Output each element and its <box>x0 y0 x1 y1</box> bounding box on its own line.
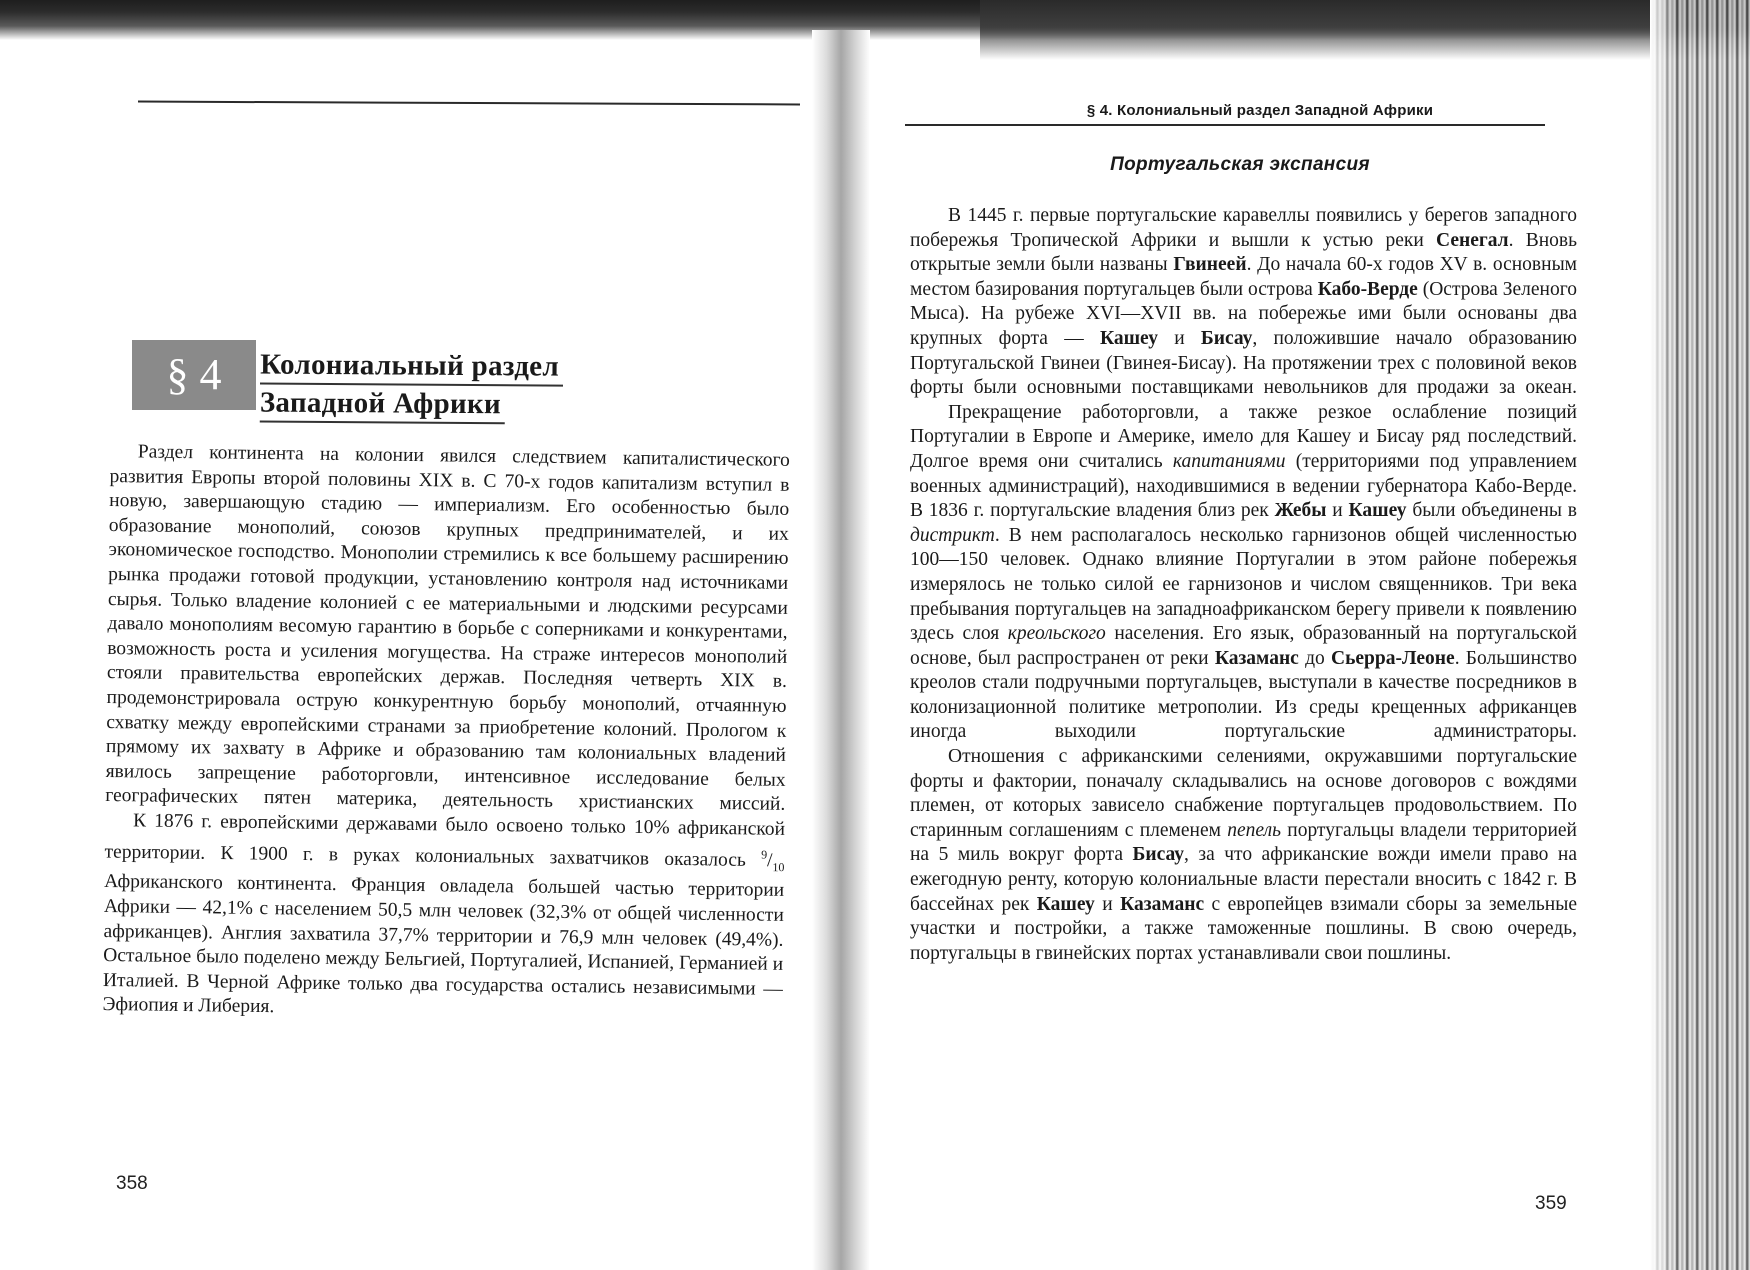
text-run: . В нем располагалось несколько гарнизонов общей численностью 100—150 человек. Однако влияние Португалии в этом районе побережья измерялось не только силой ее гарнизонов и числом священников. Три века пребывания португальцев на западноафриканском берегу привели к появлению здесь слоя <box>910 524 1577 645</box>
text-run: и <box>1326 500 1349 522</box>
text-run: с европейцев взимали сборы за земельные участки и постройки, а также таможенные пошлины. В свою очередь, португальцы в гвинейских портах устанавливали свои пошлины. <box>910 893 1578 964</box>
section-badge: § 4 <box>132 340 256 410</box>
bold-term: Сьерра-Леоне <box>1331 647 1455 669</box>
text-run: . До начала 60-х годов XV в. основным местом базирования португальцев были острова <box>910 254 1578 300</box>
right-page <box>905 0 1650 1270</box>
text-run: были объединены в <box>1406 500 1578 522</box>
text-run: (территориями под управлением военных администраций), находившимися в ведении губернатора Кабо-Верде. В 1836 г. португальские владения близ рек <box>910 450 1577 522</box>
left-page <box>102 0 810 1270</box>
bold-term: Жебы <box>1274 500 1327 522</box>
bold-term: Сенегал <box>1436 229 1509 251</box>
section-title <box>260 347 681 426</box>
italic-term: дистрикт <box>910 524 995 546</box>
paragraph <box>910 401 1577 745</box>
text-run: до <box>1298 647 1331 669</box>
text-run: В 1445 г. первые португальские каравеллы появились у берегов западного побережья Тропической Африки и вышли к устью реки <box>910 205 1577 251</box>
text-run: , положившие начало образованию Португальской Гвинеи (Гвинея-Бисау). На протяжении трех с половиной веков форты были основными поставщиками невольников для продажи за океан. <box>910 327 1577 399</box>
left-body-text <box>102 440 790 1027</box>
section-title-line2: Западной Африки <box>260 385 505 425</box>
paragraph <box>910 204 1577 401</box>
running-header: § 4. Колониальный раздел Западной Африки <box>1086 102 1434 119</box>
section-title-line1: Колониальный раздел <box>260 347 563 387</box>
bold-term: Кашеу <box>1348 500 1407 522</box>
page-number: 359 <box>1535 1193 1567 1214</box>
top-rule <box>138 101 800 106</box>
paragraph <box>910 745 1577 966</box>
bold-term: Бисау <box>1200 327 1253 349</box>
text-run: (Острова Зеленого Мыса). На рубеже XVI—XVII вв. на побережье ими были основаны два крупных форта — <box>910 278 1577 349</box>
text-run: и <box>1094 893 1121 915</box>
text-run: и <box>1157 327 1201 349</box>
bold-term: Бисау <box>1132 844 1185 866</box>
fraction-denominator: 10 <box>772 859 785 874</box>
text-run: Прекращение работорговли, а также резкое ослабление позиций Португалии в Европе и Америке, имело для Кашеу и Бисау ряд последствий. Долгое время они считались <box>910 401 1577 472</box>
text-run: , за что африканские вожди имели право на ежегодную ренту, которую колониальные власти перестали вносить с 1842 г. В бассейнах рек <box>910 844 1577 915</box>
bold-term: Кабо-Верде <box>1317 278 1418 300</box>
bold-term: Казаманс <box>1120 893 1205 915</box>
paragraph: К 1876 г. европейскими державами было освоено только 10% африканской территории. К 1900 г. в руках колониальных захватчиков оказалось $^9/_{10}$ Африканского континента. Франция овладела большей частью территории Африки — 42,1% с населением 50,5 млн человек (32,3% от общей численности африканцев). Англия захватила 37,7% территории и 76,9 млн человек (49,4%). Остальное было поделено между Бельгией, Португалией, Испанией, Германией и Италией. В Черной Африке только два государства остались независимыми — Эфиопия и Либерия. <box>102 810 786 1018</box>
text-run: португальцы владели территорией на 5 миль вокруг форта <box>910 819 1577 866</box>
page-number: 358 <box>116 1173 148 1194</box>
text-run: населения. Его язык, образованный на португальской основе, был распространен от реки <box>910 623 1577 669</box>
bold-term: Казаманс <box>1214 647 1299 669</box>
bold-term: Гвинеей <box>1173 254 1247 276</box>
header-rule <box>905 124 1545 126</box>
subheading: Португальская экспансия <box>1110 154 1370 175</box>
italic-term: креольского <box>1007 623 1106 645</box>
text-run: Отношения с африканскими селениями, окружавшими португальские форты и фактории, поначалу складывались на основе договоров с вождями племен, от которых зависело снабжение португальцев продовольствием. По старинным соглашениям с племенем <box>910 746 1577 841</box>
book-gutter <box>812 30 870 1270</box>
italic-term: капитаниями <box>1172 450 1286 472</box>
bold-term: Кашеу <box>1036 893 1095 915</box>
text-run: . Большинство креолов стали подручными португальцев, выступали в качестве посредников в колонизационной политике метрополии. Из среды крещенных африканцев иногда выходили португальские администраторы. <box>910 647 1578 743</box>
fraction-slash: / <box>766 849 773 871</box>
paragraph: Раздел континента на колонии явился следствием капиталистического развития Европы второй половины XIX в. С 70-х годов капитализм вступил в новую, завершающую стадию — империализм. Его особенностью было образование монополий, союзов крупных предпринимателей, и их экономическое господство. Монополии стремились к все большему расширению рынка продажи готовой продукции, установлению контроля над источниками сырья. Только владение колонией с ее материальными и людскими ресурсами давало монополиям весомую гарантию в борьбе с соперниками и конкурентами, возможность роста и усиления могущества. На страже интересов монополий стояли правительства европейских держав. Последняя четверть XIX в. продемонстрировала острую конкурентную борьбу монополий, отчаянную схватку между европейскими странами за приобретение колоний. Прологом к прямому их захвату в Африке и образованию там колониальных владений явилось запрещение работорговли, интенсивное исследование белых географических пятен материка, деятельность христианских миссий. <box>105 441 790 816</box>
fraction-numerator: 9 <box>761 847 768 862</box>
bold-term: Кашеу <box>1099 327 1158 349</box>
italic-term: пепель <box>1227 819 1281 841</box>
text-run: . Вновь открытые земли были названы <box>910 229 1577 276</box>
right-body-text <box>910 204 1577 966</box>
